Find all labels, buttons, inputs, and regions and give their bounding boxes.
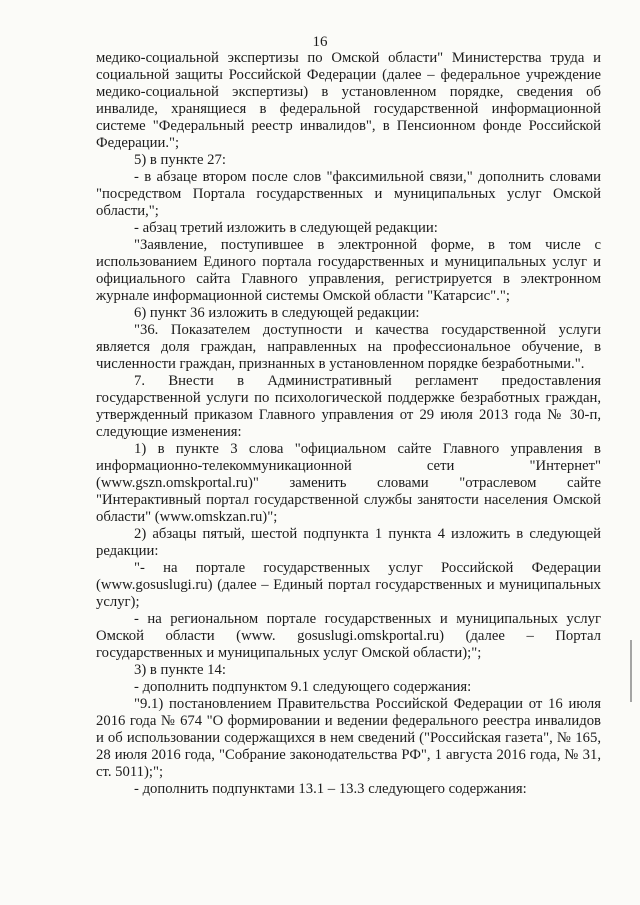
scan-edge-mark	[630, 640, 632, 702]
paragraph: - в абзаце втором после слов "факсимильной связи," дополнить словами "посредством Портала государственных и муниципальных услуг Омской области,";	[96, 169, 601, 219]
paragraph: "- на портале государственных услуг Российской Федерации (www.gosuslugi.ru) (далее – Единый портал государственных и муниципальных услуг);	[96, 560, 601, 610]
paragraph: 1) в пункте 3 слова "официальном сайте Главного управления в информационно-телекоммуникационной сети "Интернет" (www.gszn.omskportal.ru)" заменить словами "отраслевом сайте "Интерактивный портал государственной службы занятости населения Омской области" (www.omskzan.ru)";	[96, 441, 601, 525]
paragraph: 2) абзацы пятый, шестой подпункта 1 пункта 4 изложить в следующей редакции:	[96, 526, 601, 559]
page-number: 16	[312, 34, 328, 50]
paragraph: "36. Показателем доступности и качества государственной услуги является доля граждан, направленных на профессиональное обучение, в численности граждан, признанных в установленном порядке безработными.".	[96, 322, 601, 372]
paragraph: - на региональном портале государственных и муниципальных услуг Омской области (www. gosuslugi.omskportal.ru) (далее – Портал государственных и муниципальных услуг Омской области);";	[96, 611, 601, 661]
paragraph: - дополнить подпунктом 9.1 следующего содержания:	[134, 679, 472, 695]
paragraph: "Заявление, поступившее в электронной форме, в том числе с использованием Единого портала государственных и муниципальных услуг и официального сайта Главного управления, регистрируется в электронном журнале информационной системы Омской области "Катарсис".";	[96, 237, 601, 304]
paragraph: 7. Внести в Административный регламент предоставления государственной услуги по психологической поддержке безработных граждан, утвержденный приказом Главного управления от 29 июля 2013 года № 30-п, следующие изменения:	[96, 373, 601, 440]
paragraph: - абзац третий изложить в следующей редакции:	[134, 220, 438, 236]
document-body	[96, 50, 601, 798]
paragraph: 3) в пункте 14:	[134, 662, 226, 678]
paragraph: медико-социальной экспертизы по Омской области" Министерства труда и социальной защиты Российской Федерации (далее – федеральное учреждение медико-социальной экспертизы) в установленном порядке, сведения об инвалиде, хранящиеся в федеральной государственной информационной системе "Федеральный реестр инвалидов", в Пенсионном фонде Российской Федерации.";	[96, 50, 601, 151]
paragraph: - дополнить подпунктами 13.1 – 13.3 следующего содержания:	[134, 781, 527, 797]
paragraph: 5) в пункте 27:	[134, 152, 226, 168]
paragraph: 6) пункт 36 изложить в следующей редакции:	[134, 305, 420, 321]
paragraph: "9.1) постановлением Правительства Российской Федерации от 16 июля 2016 года № 674 "О формировании и ведении федерального реестра инвалидов и об использовании содержащихся в нем сведений ("Российская газета", № 165, 28 июля 2016 года, "Собрание законодательства РФ", 1 августа 2016 года, № 31, ст. 5011);";	[96, 696, 601, 780]
